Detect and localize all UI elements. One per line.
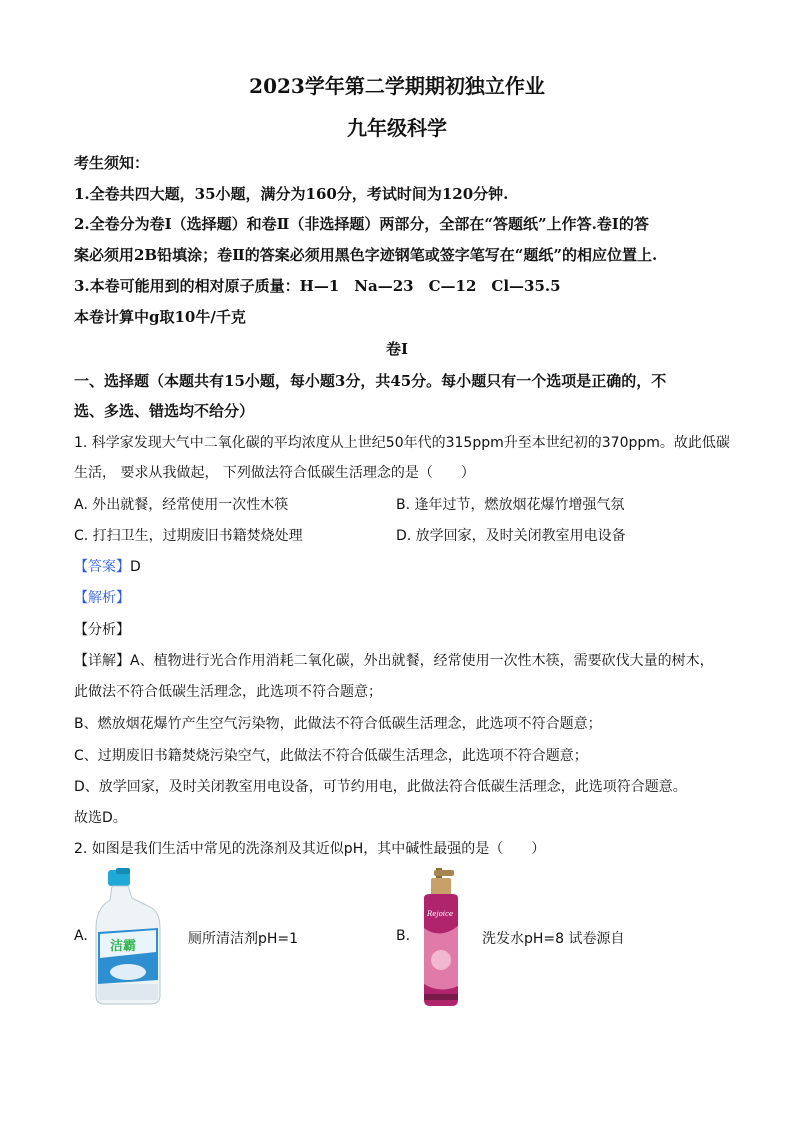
detail-text-1: A、植物进行光合作用消耗二氧化碳，外出就餐，经常使用一次性木筷，需要砍伐大量的树木， [130, 653, 714, 669]
toilet-cleaner-bottle-icon [88, 868, 168, 1008]
toilet-cleaner-bottle-image [88, 868, 168, 1008]
q2-option-b-letter: B. [396, 928, 411, 944]
section-label: 卷Ⅰ [385, 340, 409, 358]
q1-conclusion: 故选D。 [74, 810, 127, 826]
jiexi-tag: 【解析】 [74, 590, 130, 606]
detail-tag: 【详解】 [74, 653, 130, 669]
shampoo-bottle-image [416, 868, 466, 1008]
answer-value: D [130, 559, 141, 575]
q1-detail-b: B、燃放烟花爆竹产生空气污染物，此做法不符合低碳生活理念，此选项不符合题意； [74, 716, 602, 732]
q1-stem-line2: 生活， 要求从我做起， 下列做法符合低碳生活理念的是（ ） [74, 465, 475, 481]
q1-detail-d: D、放学回家，及时关闭教室用电设备，可节约用电，此做法符合低碳生活理念，此选项符合题意。 [74, 779, 687, 795]
section-heading-line2: 选、多选、错选均不给分） [74, 402, 255, 420]
q2-option-b-text: 洗发水pH=8 试卷源自 [482, 931, 625, 947]
notice-heading: 考生须知： [74, 154, 150, 172]
fenxi-tag: 【分析】 [74, 622, 130, 638]
notice-item-2: 2.全卷分为卷Ⅰ（选择题）和卷Ⅱ（非选择题）两部分，全部在“答题纸”上作答.卷Ⅰ的答 [74, 215, 649, 233]
notice-item-3: 3.本卷可能用到的相对原子质量：H—1 Na—23 C—12 Cl—35.5 [74, 277, 561, 295]
notice-item-2-cont: 案必须用2B铅填涂；卷Ⅱ的答案必须用黑色字迹钢笔或签字笔写在“题纸”的相应位置上. [74, 246, 658, 264]
q1-detail-line2: 此做法不符合低碳生活理念，此选项不符合题意； [74, 684, 382, 700]
notice-item-1: 1.全卷共四大题，35小题，满分为160分，考试时间为120分钟. [74, 185, 509, 203]
bottle-b-brand-text: Rejoice [427, 910, 454, 918]
q1-option-a: A. 外出就餐，经常使用一次性木筷 [74, 497, 289, 513]
bottle-a-brand-text: 洁霸 [110, 939, 137, 954]
notice-item-4: 本卷计算中g取10牛/千克 [74, 308, 246, 326]
section-heading-line1: 一、选择题（本题共有15小题，每小题3分，共45分。每小题只有一个选项是正确的，不 [74, 372, 667, 390]
shampoo-bottle-icon [416, 868, 466, 1008]
q1-answer [74, 556, 724, 576]
page-title: 2023学年第二学期期初独立作业 [249, 74, 545, 98]
page-subtitle: 九年级科学 [347, 116, 447, 140]
q2-option-a-text: 厕所清洁剂pH=1 [188, 931, 299, 947]
q2-stem: 2. 如图是我们生活中常见的洗涤剂及其近似pH，其中碱性最强的是（ ） [74, 841, 546, 857]
q2-option-a-letter: A. [74, 928, 88, 944]
q1-detail-c: C、过期废旧书籍焚烧污染空气，此做法不符合低碳生活理念，此选项不符合题意； [74, 748, 588, 764]
q1-option-c: C. 打扫卫生，过期废旧书籍焚烧处理 [74, 528, 303, 544]
q1-detail-line1 [74, 650, 724, 670]
q1-stem-line1: 1. 科学家发现大气中二氧化碳的平均浓度从上世纪50年代的315ppm升至本世纪初的370ppm。故此低碳 [74, 435, 730, 451]
q1-option-b: B. 逢年过节，燃放烟花爆竹增强气氛 [396, 497, 625, 513]
q1-option-d: D. 放学回家，及时关闭教室用电设备 [396, 528, 626, 544]
answer-tag: 【答案】 [74, 559, 130, 575]
